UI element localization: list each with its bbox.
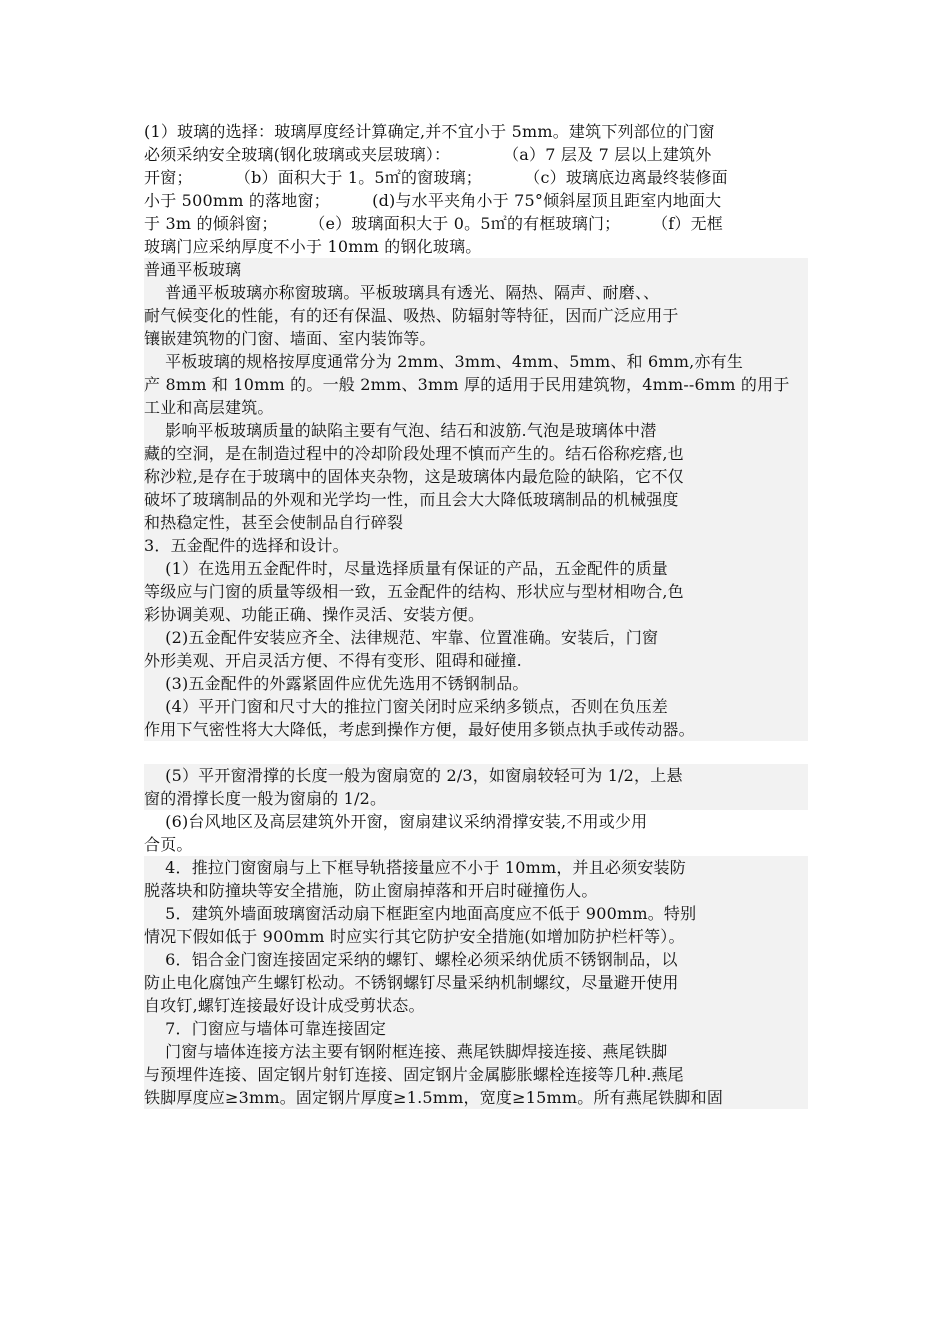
text-line: (1）玻璃的选择：玻璃厚度经计算确定,并不宜小于 5mm。建筑下列部位的门窗 (144, 122, 715, 141)
text-line: 于 3m 的倾斜窗； （e）玻璃面积大于 0。5㎡的有框玻璃门； （f）无框 (144, 214, 723, 233)
text-line: 等级应与门窗的质量等级相一致，五金配件的结构、形状应与型材相吻合,色 (144, 580, 808, 603)
text-line: 6．铝合金门窗连接固定采纳的螺钉、螺栓必须采纳优质不锈钢制品，以 (144, 948, 808, 971)
text-line: 与预埋件连接、固定钢片射钉连接、固定钢片金属膨胀螺栓连接等几种.燕尾 (144, 1063, 808, 1086)
text-line: 彩协调美观、功能正确、操作灵活、安装方便。 (144, 603, 808, 626)
text-line: 产 8mm 和 10mm 的。一般 2mm、3mm 厚的适用于民用建筑物，4mm--6mm 的用于 (144, 373, 808, 396)
text-line: 称沙粒,是存在于玻璃中的固体夹杂物，这是玻璃体内最危险的缺陷，它不仅 (144, 465, 808, 488)
text-line: 镶嵌建筑物的门窗、墙面、室内装饰等。 (144, 327, 808, 350)
text-line: (4）平开门窗和尺寸大的推拉门窗关闭时应采纳多锁点，否则在负压差 (144, 695, 808, 718)
text-line: 防止电化腐蚀产生螺钉松动。不锈钢螺钉尽量采纳机制螺纹，尽量避开使用 (144, 971, 808, 994)
text-line: 门窗与墙体连接方法主要有钢附框连接、燕尾铁脚焊接连接、燕尾铁脚 (144, 1040, 808, 1063)
text-line: (1）在选用五金配件时，尽量选择质量有保证的产品，五金配件的质量 (144, 557, 808, 580)
text-line: 5．建筑外墙面玻璃窗活动扇下框距室内地面高度应不低于 900mm。特别 (144, 902, 808, 925)
text-line: 情况下假如低于 900mm 时应实行其它防护安全措施(如增加防护栏杆等）。 (144, 925, 808, 948)
text-line: 平板玻璃的规格按厚度通常分为 2mm、3mm、4mm、5mm、和 6mm,亦有生 (144, 350, 808, 373)
text-line: 和热稳定性，甚至会使制品自行碎裂 (144, 511, 808, 534)
text-line: 普通平板玻璃亦称窗玻璃。平板玻璃具有透光、隔热、隔声、耐磨、、 (144, 281, 808, 304)
text-line: 开窗； （b）面积大于 1。5㎡的窗玻璃； （c）玻璃底边离最终装修面 (144, 168, 728, 187)
text-line: (6)台风地区及高层建筑外开窗，窗扇建议采纳滑撑安装,不用或少用 (144, 812, 648, 831)
text-line: 自攻钉,螺钉连接最好设计成受剪状态。 (144, 994, 808, 1017)
text-line: 4．推拉门窗窗扇与上下框导轨搭接量应不小于 10mm，并且必须安装防 (144, 856, 808, 879)
text-line: 工业和高层建筑。 (144, 396, 808, 419)
text-line: 作用下气密性将大大降低，考虑到操作方便，最好使用多锁点执手或传动器。 (144, 718, 808, 741)
text-line: 铁脚厚度应≥3mm。固定钢片厚度≥1.5mm，宽度≥15mm。所有燕尾铁脚和固 (144, 1086, 808, 1109)
text-line: 小于 500mm 的落地窗； (d)与水平夹角小于 75°倾斜屋顶且距室内地面大 (144, 191, 722, 210)
text-line: 外形美观、开启灵活方便、不得有变形、阻碍和碰撞. (144, 649, 808, 672)
text-line: (3)五金配件的外露紧固件应优先选用不锈钢制品。 (144, 672, 808, 695)
text-line: 必须采纳安全玻璃(钢化玻璃或夹层玻璃）： （a）7 层及 7 层以上建筑外 (144, 145, 712, 164)
text-line: 影响平板玻璃质量的缺陷主要有气泡、结石和波筋.气泡是玻璃体中潜 (144, 419, 808, 442)
text-line: (2)五金配件安装应齐全、法律规范、牢靠、位置准确。安装后，门窗 (144, 626, 808, 649)
document-page (144, 120, 808, 1109)
text-line (144, 741, 808, 764)
text-line: 玻璃门应采纳厚度不小于 10mm 的钢化玻璃。 (144, 237, 482, 256)
text-line: 破坏了玻璃制品的外观和光学均一性，而且会大大降低玻璃制品的机械强度 (144, 488, 808, 511)
text-line: 普通平板玻璃 (144, 258, 808, 281)
text-line: 合页。 (144, 835, 193, 854)
text-line: (5）平开窗滑撑的长度一般为窗扇宽的 2/3，如窗扇较轻可为 1/2，上悬 (144, 764, 808, 787)
text-line: 7．门窗应与墙体可靠连接固定 (144, 1017, 808, 1040)
text-line: 耐气候变化的性能，有的还有保温、吸热、防辐射等特征，因而广泛应用于 (144, 304, 808, 327)
text-line: 3．五金配件的选择和设计。 (144, 534, 808, 557)
text-line: 窗的滑撑长度一般为窗扇的 1/2。 (144, 787, 808, 810)
text-line: 藏的空洞，是在制造过程中的冷却阶段处理不慎而产生的。结石俗称疙瘩,也 (144, 442, 808, 465)
text-line: 脱落块和防撞块等安全措施，防止窗扇掉落和开启时碰撞伤人。 (144, 879, 808, 902)
